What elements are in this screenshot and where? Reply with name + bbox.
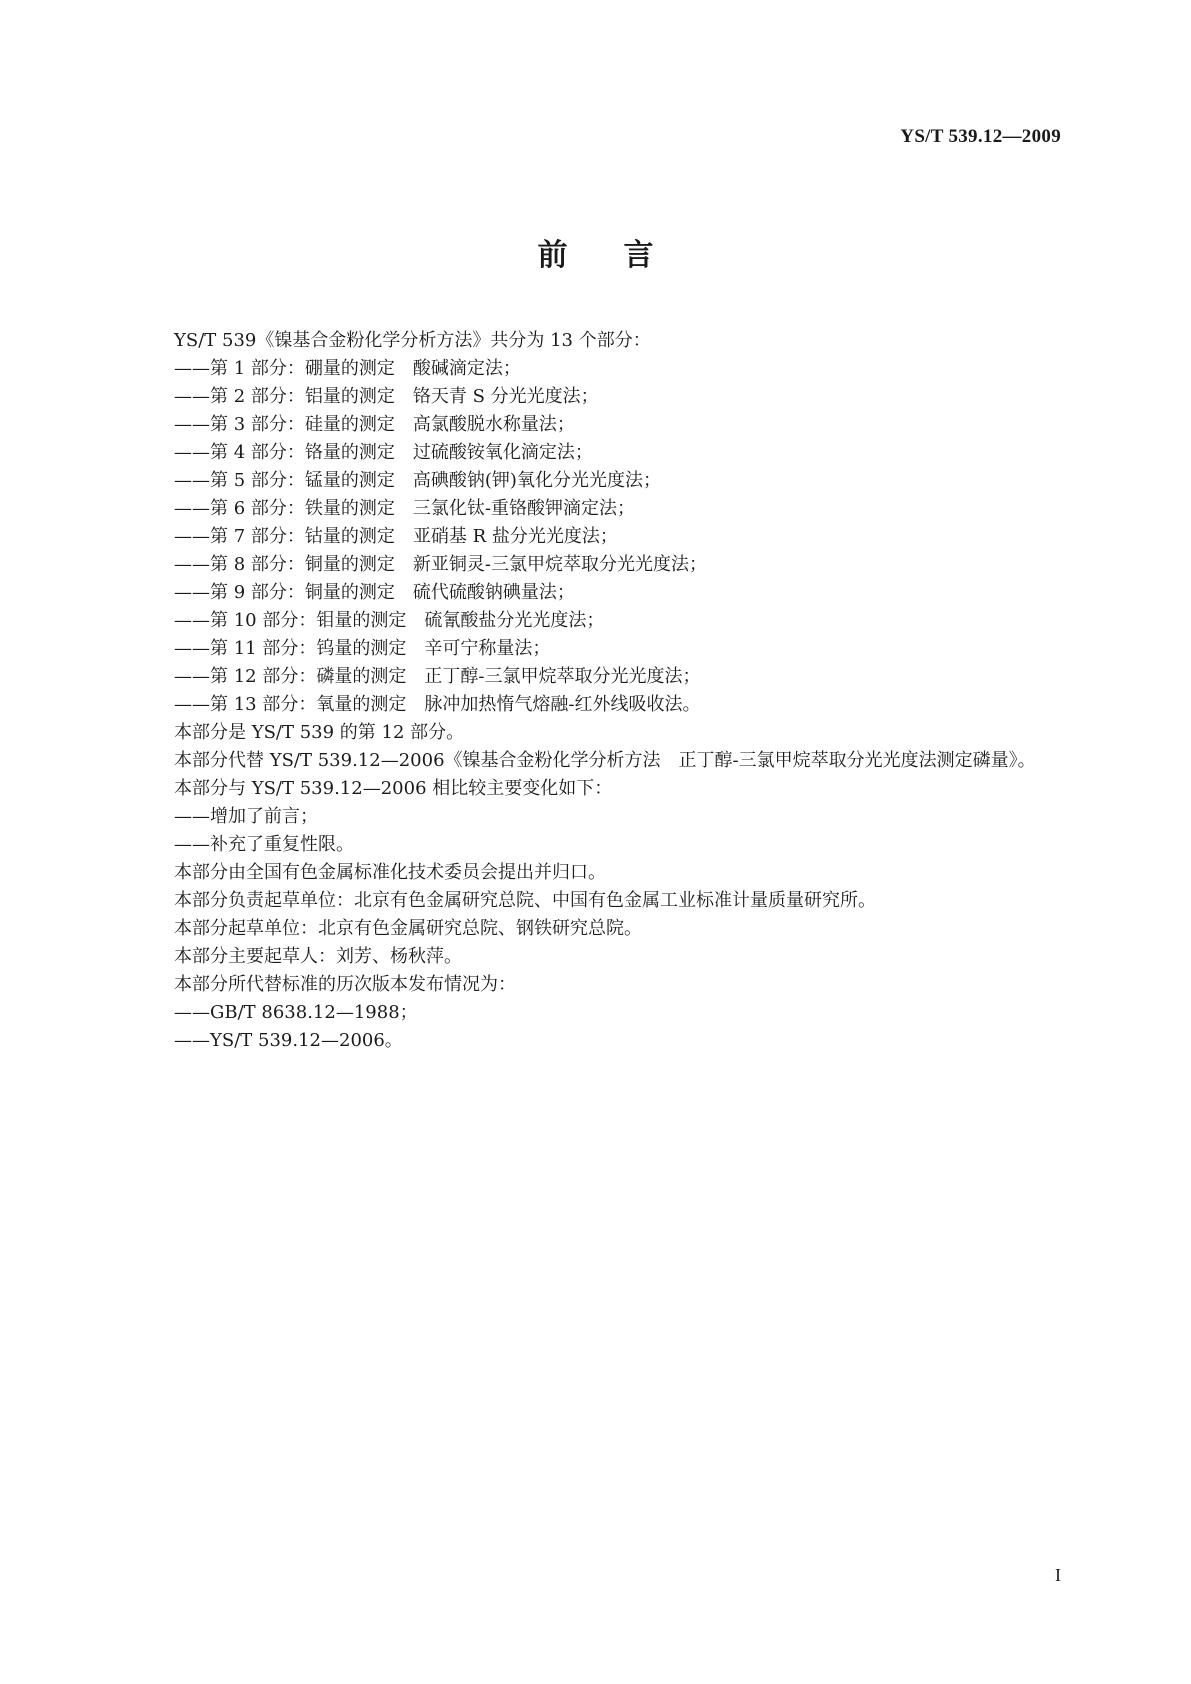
part-label: ——第 8 部分：铜量的测定 [174, 554, 395, 575]
part-label: ——第 11 部分：钨量的测定 [174, 638, 407, 659]
list-item [132, 495, 1062, 523]
part-label: ——第 1 部分：硼量的测定 [174, 358, 395, 379]
list-item [132, 411, 1062, 439]
part-label: ——第 6 部分：铁量的测定 [174, 498, 395, 519]
list-item [132, 383, 1062, 411]
part-statement: 本部分是 YS/T 539 的第 12 部分。 [174, 722, 465, 743]
replaces-text-b: 正丁醇-三氯甲烷萃取分光光度法测定磷量》。 [678, 750, 1036, 771]
changes-intro: 本部分与 YS/T 539.12—2006 相比较主要变化如下： [174, 778, 613, 799]
part-method: 高氯酸脱水称量法； [412, 414, 575, 435]
part-method: 硫氰酸盐分光光度法； [424, 610, 605, 631]
list-item [132, 607, 1062, 635]
list-item [132, 355, 1062, 383]
parts-list [132, 355, 1062, 719]
part-method: 脉冲加热惰气熔融-红外线吸收法。 [424, 694, 701, 715]
part-method: 新亚铜灵-三氯甲烷萃取分光光度法； [412, 554, 707, 575]
main-drafters: 本部分主要起草人：刘芳、杨秋萍。 [174, 946, 462, 967]
part-label: ——第 2 部分：铝量的测定 [174, 386, 395, 407]
part-label: ——第 9 部分：铜量的测定 [174, 582, 395, 603]
foreword-body [132, 327, 1062, 1055]
part-label: ——第 13 部分：氧量的测定 [174, 694, 407, 715]
standard-number: YS/T 539.12—2009 [900, 126, 1061, 147]
list-item [132, 523, 1062, 551]
list-item [132, 551, 1062, 579]
part-label: ——第 3 部分：硅量的测定 [174, 414, 395, 435]
part-method: 亚硝基 R 盐分光光度法； [412, 526, 618, 547]
replaces-text-a: 本部分代替 YS/T 539.12—2006《镍基合金粉化学分析方法 [174, 750, 661, 771]
responsible-drafting-units: 本部分负责起草单位：北京有色金属研究总院、中国有色金属工业标准计量质量研究所。 [174, 890, 876, 911]
replaces-paragraph [132, 747, 1062, 775]
part-label: ——第 7 部分：钴量的测定 [174, 526, 395, 547]
list-item: ——增加了前言； [174, 806, 318, 827]
list-item: ——YS/T 539.12—2006。 [174, 1030, 403, 1051]
list-item: ——GB/T 8638.12—1988； [174, 1002, 418, 1023]
part-method: 硫代硫酸钠碘量法； [412, 582, 575, 603]
intro-paragraph: YS/T 539《镍基合金粉化学分析方法》共分为 13 个部分： [174, 330, 651, 351]
list-item [132, 663, 1062, 691]
proposed-by: 本部分由全国有色金属标准化技术委员会提出并归口。 [174, 862, 606, 883]
list-item [132, 635, 1062, 663]
part-label: ——第 5 部分：锰量的测定 [174, 470, 395, 491]
part-method: 铬天青 S 分光光度法； [412, 386, 599, 407]
list-item [132, 439, 1062, 467]
part-label: ——第 4 部分：铬量的测定 [174, 442, 395, 463]
history-intro: 本部分所代替标准的历次版本发布情况为： [174, 974, 516, 995]
page-title: 前言 [537, 238, 710, 273]
part-method: 正丁醇-三氯甲烷萃取分光光度法； [424, 666, 701, 687]
part-method: 辛可宁称量法； [424, 638, 551, 659]
part-label: ——第 10 部分：钼量的测定 [174, 610, 407, 631]
list-item [132, 579, 1062, 607]
page-number: I [1055, 1565, 1061, 1585]
list-item: ——补充了重复性限。 [174, 834, 354, 855]
part-method: 高碘酸钠(钾)氧化分光光度法； [412, 470, 661, 491]
drafting-units: 本部分起草单位：北京有色金属研究总院、钢铁研究总院。 [174, 918, 642, 939]
part-method: 酸碱滴定法； [412, 358, 521, 379]
part-label: ——第 12 部分：磷量的测定 [174, 666, 407, 687]
list-item [132, 467, 1062, 495]
part-method: 三氯化钛-重铬酸钾滴定法； [412, 498, 635, 519]
list-item [132, 691, 1062, 719]
part-method: 过硫酸铵氧化滴定法； [412, 442, 593, 463]
